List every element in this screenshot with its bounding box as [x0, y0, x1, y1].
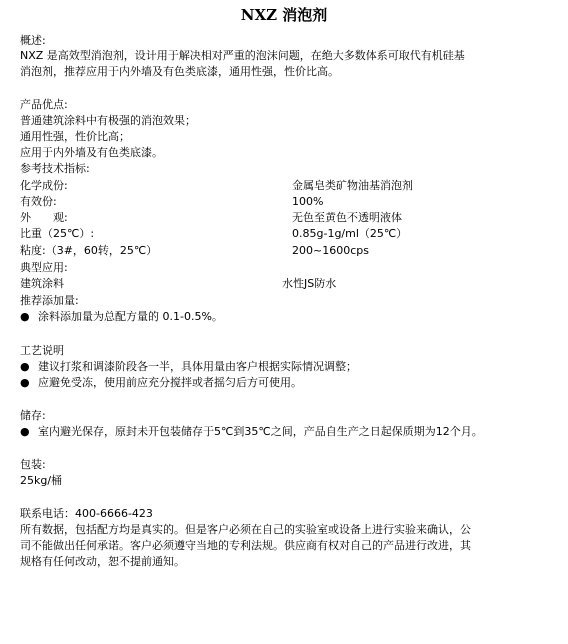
advantages-heading: 产品优点:	[20, 98, 68, 111]
spec-label-appearance: 外 观:	[20, 211, 68, 224]
storage-heading: 储存:	[20, 409, 46, 422]
dosage-text: 涂料添加量为总配方量的 0.1-0.5%。	[38, 310, 223, 323]
process-heading: 工艺说明	[20, 344, 64, 357]
disclaimer-line-2: 司不能做出任何承诺。客户必须遵守当地的专利法规。供应商有权对自己的产品进行改进，其	[20, 539, 471, 552]
bullet-icon: ●	[20, 360, 30, 373]
bullet-icon: ●	[20, 310, 30, 323]
spec-value-active: 100%	[292, 195, 324, 208]
process-text: 应避免受冻，使用前应充分搅拌或者摇匀后方可使用。	[38, 376, 302, 389]
application-left: 建筑涂料	[20, 277, 64, 290]
storage-text: 室内避光保存，原封未开包装储存于5℃到35℃之间，产品自生产之日起保质期为12个月。	[38, 425, 483, 438]
spec-label-density: 比重（25℃）:	[20, 227, 95, 240]
bullet-icon: ●	[20, 376, 30, 389]
disclaimer-line-3: 规格有任何改动，恕不提前通知。	[20, 555, 185, 568]
dosage-item	[20, 309, 223, 324]
disclaimer-line-1: 所有数据，包括配方均是真实的。但是客户必须在自己的实验室或设备上进行实验来确认，公	[20, 523, 471, 536]
spec-label-active: 有效份:	[20, 195, 57, 208]
advantage-item: 通用性强，性价比高；	[20, 130, 130, 143]
overview-line-1: NXZ 是高效型消泡剂，设计用于解决相对严重的泡沫问题，在绝大多数体系可取代有机硅基	[20, 49, 465, 62]
dosage-heading: 推荐添加量:	[20, 294, 79, 307]
application-right: 水性JS防水	[282, 277, 337, 290]
overview-heading: 概述:	[20, 34, 46, 47]
spec-value-appearance: 无色至黄色不透明液体	[292, 211, 402, 224]
advantage-item: 普通建筑涂料中有极强的消泡效果；	[20, 114, 196, 127]
application-heading: 典型应用:	[20, 261, 68, 274]
advantage-item: 应用于内外墙及有色类底漆。	[20, 146, 163, 159]
spec-label-viscosity: 粘度:（3#，60转，25℃）	[20, 244, 158, 257]
contact-phone: 联系电话：400-6666-423	[20, 507, 153, 520]
package-text: 25kg/桶	[20, 474, 63, 487]
package-heading: 包装:	[20, 458, 46, 471]
storage-item	[20, 424, 483, 439]
specs-heading: 参考技术指标:	[20, 162, 90, 175]
process-text: 建议打浆和调漆阶段各一半，具体用量由客户根据实际情况调整；	[38, 360, 357, 373]
spec-value-composition: 金属皂类矿物油基消泡剂	[292, 179, 413, 192]
spec-value-viscosity: 200~1600cps	[292, 244, 369, 257]
spec-value-density: 0.85g-1g/ml（25℃）	[292, 227, 408, 240]
page-title: NXZ 消泡剂	[240, 6, 328, 24]
process-item	[20, 375, 302, 390]
overview-line-2: 消泡剂，推荐应用于内外墙及有色类底漆，通用性强，性价比高。	[20, 65, 339, 78]
bullet-icon: ●	[20, 425, 30, 438]
process-item	[20, 359, 357, 374]
spec-label-composition: 化学成份:	[20, 179, 68, 192]
